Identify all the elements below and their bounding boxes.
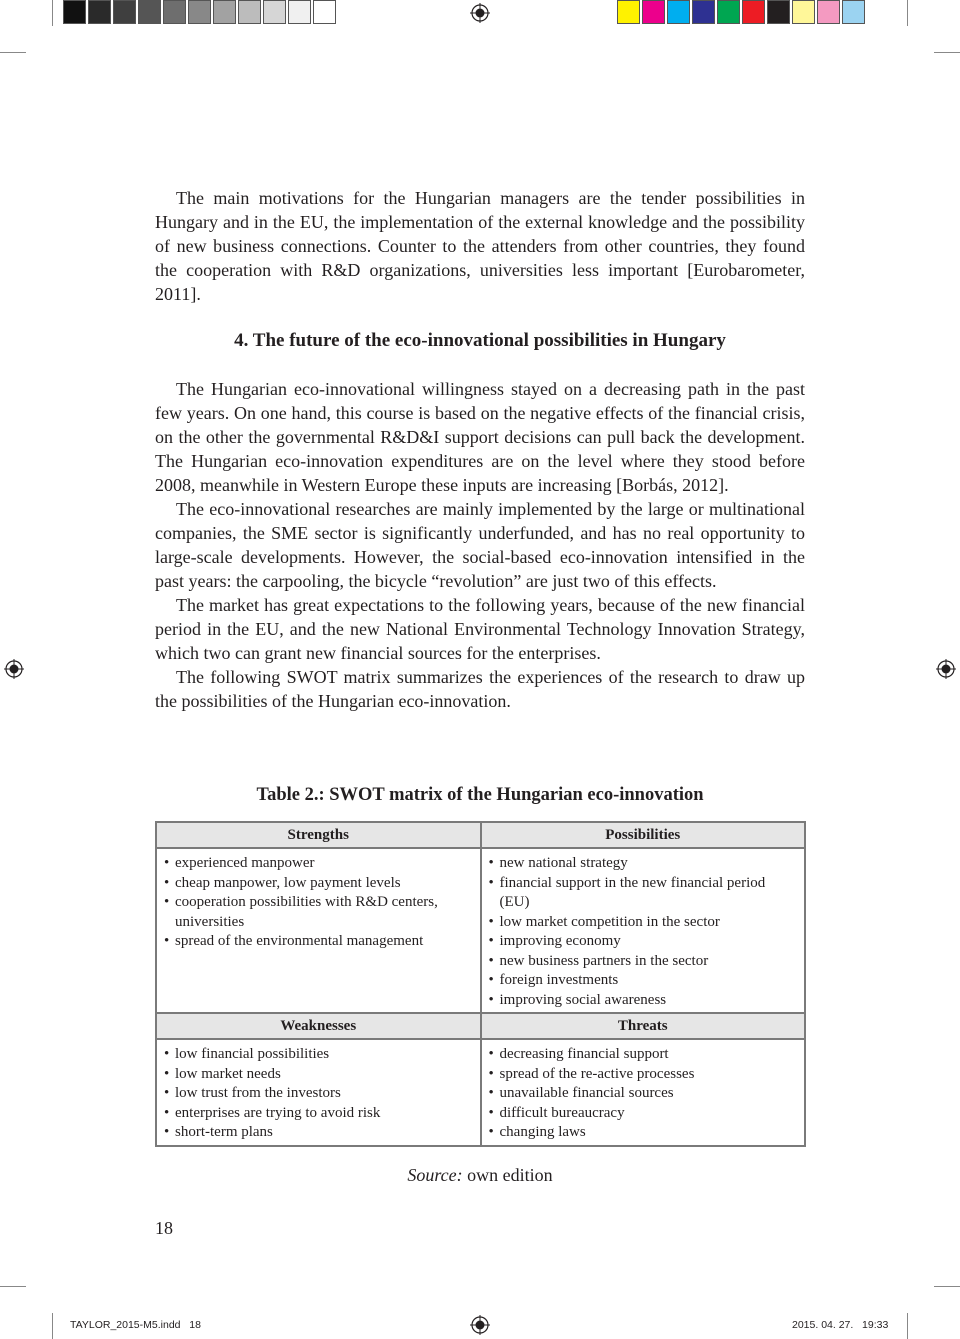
swot-item: • difficult bureaucracy <box>489 1104 797 1124</box>
swot-item: • experienced manpower <box>164 854 472 874</box>
intro-paragraph: The main motivations for the Hungarian managers are the tender possibilities in Hungary and in the EU, the implementation of the external knowledge and the possibility of new business connections. Counter to the attenders from other countries, they found the cooperation with R&D organizations, universities less important [Eurobarometer, 2011]. <box>155 188 805 304</box>
page-number: 18 <box>155 1218 173 1238</box>
possibilities-cell <box>481 848 806 1013</box>
swot-item: • improving economy <box>489 932 797 952</box>
color-swatch <box>667 0 690 24</box>
color-swatch <box>263 0 286 24</box>
weaknesses-header: Weaknesses <box>156 1013 481 1039</box>
threats-list <box>482 1040 805 1145</box>
body-paragraph: The following SWOT matrix summarizes the experiences of the research to draw up the possibilities of the Hungarian eco-innovation. <box>155 667 805 711</box>
color-swatch <box>188 0 211 24</box>
crop-mark <box>0 1286 26 1287</box>
threats-cell <box>481 1039 806 1146</box>
crop-mark <box>0 52 26 53</box>
registration-mark-icon <box>4 659 24 679</box>
possibilities-header: Possibilities <box>481 822 806 848</box>
section-body <box>155 377 805 713</box>
crop-mark <box>52 0 53 26</box>
swot-item: • foreign investments <box>489 971 797 991</box>
table-source <box>155 1162 805 1188</box>
color-swatch <box>163 0 186 24</box>
swot-item: • low trust from the investors <box>164 1084 472 1104</box>
color-swatch <box>138 0 161 24</box>
strengths-header: Strengths <box>156 822 481 848</box>
body-paragraph: The Hungarian eco-innovational willingness stayed on a decreasing path in the past few years. On one hand, this course is based on the negative effects of the financial crisis, on the other the governmental R&D&I support decisions can pull back the development. The Hungarian eco-innovation expenditures are on the level where they stood before 2008, meanwhile in Western Europe these inputs are increasing [Borbás, 2012]. <box>155 379 805 495</box>
color-swatch <box>642 0 665 24</box>
cmyk-color-bar <box>617 0 867 26</box>
color-swatch <box>842 0 865 24</box>
color-swatch <box>692 0 715 24</box>
strengths-list <box>157 849 480 954</box>
source-text: own edition <box>462 1165 553 1185</box>
body-paragraph: The market has great expectations to the following years, because of the new financial period in the EU, and the new National Environmental Technology Innovation Strategy, which two can grant new financial sources for the enterprises. <box>155 595 805 663</box>
registration-mark-icon <box>936 659 956 679</box>
color-swatch <box>313 0 336 24</box>
strengths-cell <box>156 848 481 1013</box>
swot-item: • low market competition in the sector <box>489 913 797 933</box>
body-paragraph: The eco-innovational researches are mainly implemented by the large or multinational companies, the SME sector is significantly underfunded, and has no real opportunity to large-scale developments. However, the social-based eco-innovation intensified in the past years: the carpooling, the bicycle “revolution” are just two of this effects. <box>155 499 805 591</box>
threats-header: Threats <box>481 1013 806 1039</box>
crop-mark <box>907 0 908 26</box>
swot-table <box>155 821 806 1147</box>
swot-item: • low market needs <box>164 1065 472 1085</box>
crop-mark <box>907 1313 908 1339</box>
swot-item: • spread of the re-active processes <box>489 1065 797 1085</box>
crop-mark <box>934 1286 960 1287</box>
swot-item: • spread of the environmental management <box>164 932 472 952</box>
swot-item: • enterprises are trying to avoid risk <box>164 1104 472 1124</box>
color-swatch <box>63 0 86 24</box>
swot-item: • cooperation possibilities with R&D centers, universities <box>164 893 472 932</box>
section-heading: 4. The future of the eco-innovational possibilities in Hungary <box>234 330 726 351</box>
swot-item: • unavailable financial sources <box>489 1084 797 1104</box>
swot-item: • cheap manpower, low payment levels <box>164 874 472 894</box>
registration-mark-icon <box>470 3 490 23</box>
crop-mark <box>52 1313 53 1339</box>
weaknesses-list <box>157 1040 480 1145</box>
swot-item: • low financial possibilities <box>164 1045 472 1065</box>
intro-paragraph-block <box>155 186 805 306</box>
swot-item: • short-term plans <box>164 1123 472 1143</box>
color-swatch <box>288 0 311 24</box>
color-swatch <box>213 0 236 24</box>
color-swatch <box>238 0 261 24</box>
table-caption: Table 2.: SWOT matrix of the Hungarian eco-innovation <box>256 785 704 805</box>
source-label: Source: <box>407 1165 463 1185</box>
color-swatch <box>113 0 136 24</box>
swot-item: • improving social awareness <box>489 991 797 1011</box>
swot-item: • financial support in the new financial period (EU) <box>489 874 797 913</box>
color-swatch <box>817 0 840 24</box>
color-swatch <box>88 0 111 24</box>
swot-item: • new national strategy <box>489 854 797 874</box>
swot-item: • decreasing financial support <box>489 1045 797 1065</box>
registration-mark-icon <box>470 1315 490 1335</box>
color-swatch <box>792 0 815 24</box>
weaknesses-cell <box>156 1039 481 1146</box>
slug-timestamp: 2015. 04. 27. 19:33 <box>792 1319 889 1331</box>
color-swatch <box>767 0 790 24</box>
possibilities-list <box>482 849 805 1012</box>
grayscale-color-bar <box>63 0 338 26</box>
color-swatch <box>742 0 765 24</box>
crop-mark <box>934 52 960 53</box>
swot-item: • new business partners in the sector <box>489 952 797 972</box>
swot-item: • changing laws <box>489 1123 797 1143</box>
color-swatch <box>717 0 740 24</box>
color-swatch <box>617 0 640 24</box>
slug-filename: TAYLOR_2015-M5.indd 18 <box>70 1319 201 1331</box>
